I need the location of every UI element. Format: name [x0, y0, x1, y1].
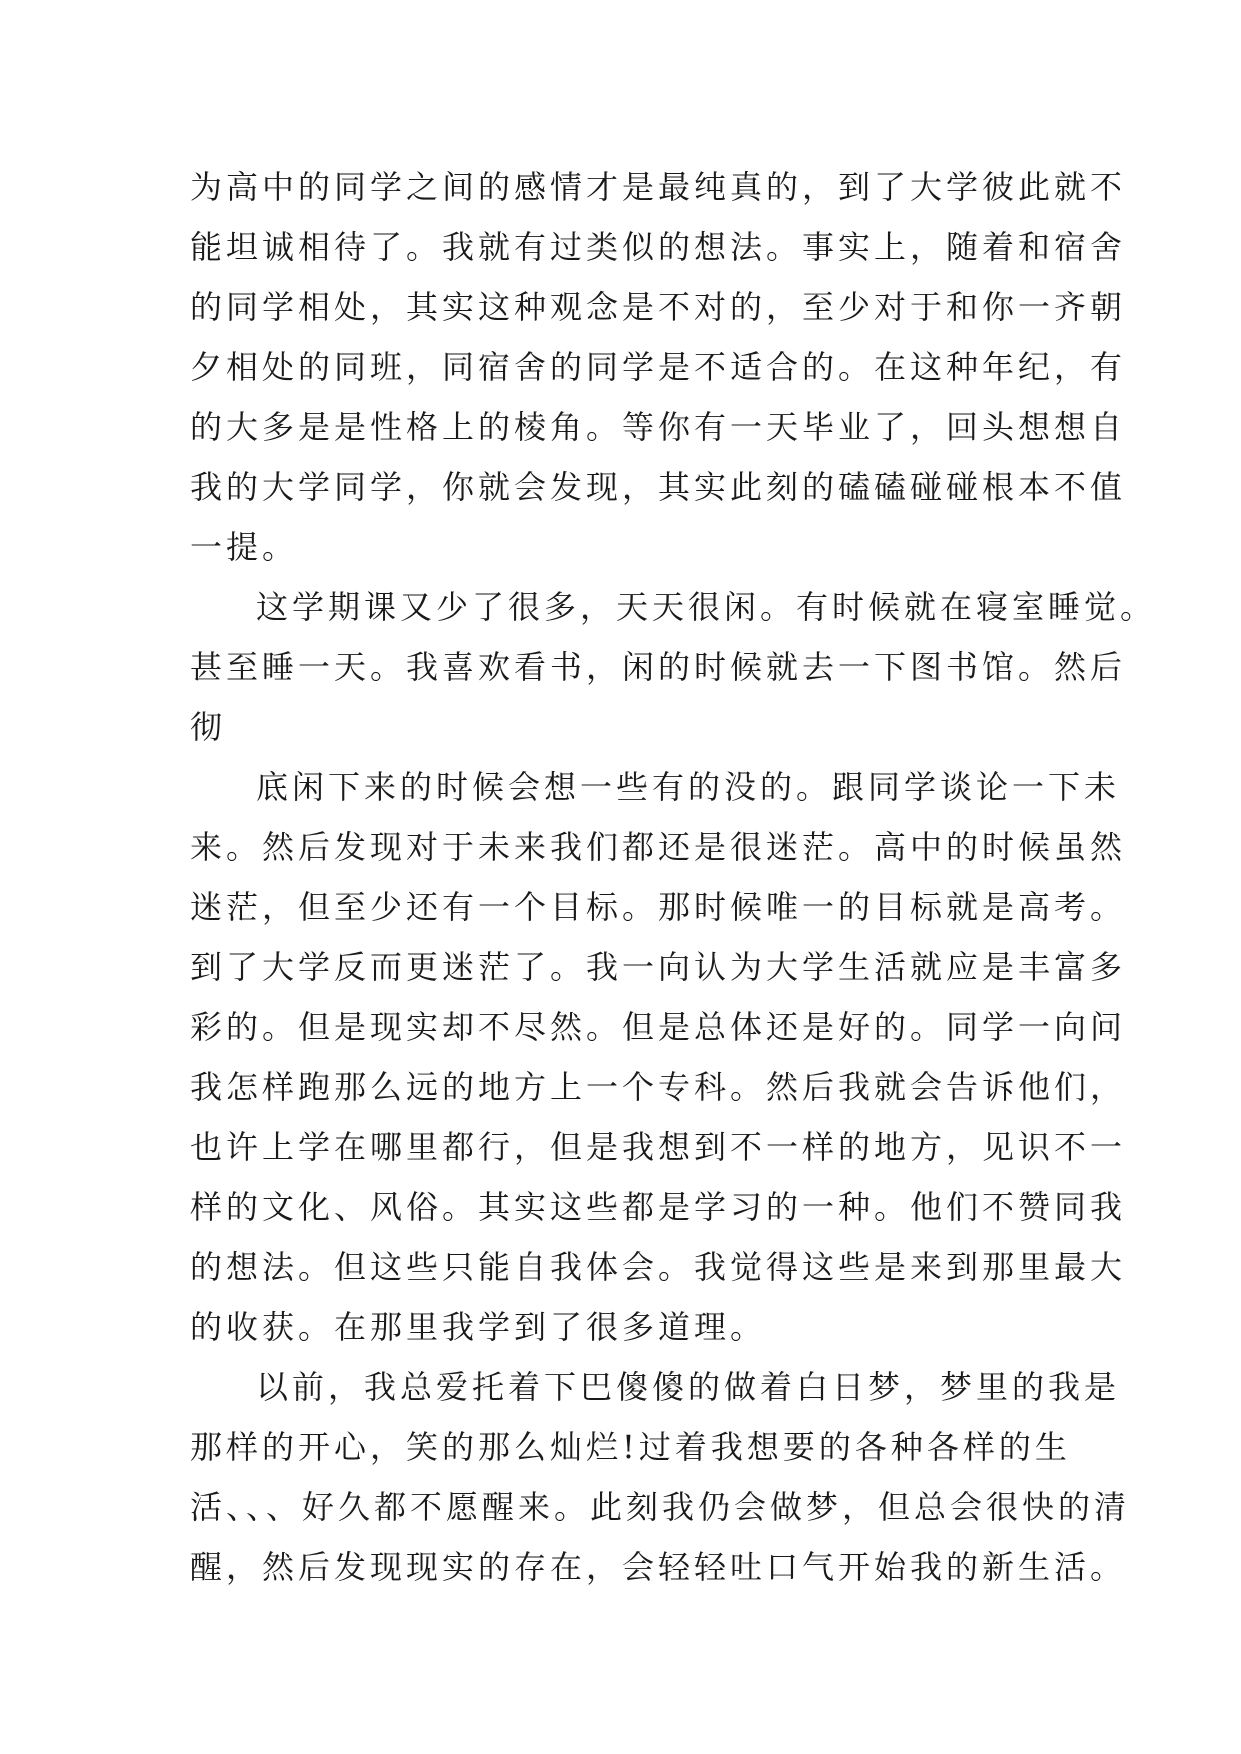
text-line: 一提。: [190, 528, 299, 566]
text-line: 醒，然后发现现实的存在，会轻轻吐口气开始我的新生活。: [190, 1548, 1127, 1586]
text-line: 的收获。在那里我学到了很多道理。: [190, 1308, 767, 1346]
paragraph-start-line: 以前，我总爱托着下巴傻傻的做着白日梦，梦里的我是: [256, 1368, 1121, 1406]
text-line: 的同学相处，其实这种观念是不对的，至少对于和你一齐朝: [190, 288, 1127, 326]
text-line: 样的文化、风俗。其实这些都是学习的一种。他们不赞同我: [190, 1188, 1127, 1226]
paragraph-start-line: 底闲下来的时候会想一些有的没的。跟同学谈论一下未: [256, 768, 1121, 806]
paragraph-start-line: 这学期课又少了很多，天天很闲。有时候就在寝室睡觉。: [256, 588, 1157, 626]
text-line: 来。然后发现对于未来我们都还是很迷茫。高中的时候虽然: [190, 828, 1127, 866]
text-line: 彩的。但是现实却不尽然。但是总体还是好的。同学一向问: [190, 1008, 1127, 1046]
text-line: 甚至睡一天。我喜欢看书，闲的时候就去一下图书馆。然后: [190, 648, 1127, 686]
text-line: 我的大学同学，你就会发现，其实此刻的磕磕碰碰根本不值: [190, 468, 1127, 506]
text-line: 夕相处的同班，同宿舍的同学是不适合的。在这种年纪，有: [190, 348, 1127, 386]
text-line: 那样的开心，笑的那么灿烂!过着我想要的各种各样的生: [190, 1428, 1071, 1466]
text-line: 也许上学在哪里都行，但是我想到不一样的地方，见识不一: [190, 1128, 1127, 1166]
text-line: 活、、、好久都不愿醒来。此刻我仍会做梦，但总会很快的清: [190, 1488, 1131, 1526]
text-line: 的想法。但这些只能自我体会。我觉得这些是来到那里最大: [190, 1248, 1127, 1286]
text-line: 的大多是是性格上的棱角。等你有一天毕业了，回头想想自: [190, 408, 1127, 446]
text-line: 我怎样跑那么远的地方上一个专科。然后我就会告诉他们，: [190, 1068, 1127, 1106]
text-line: 彻: [190, 708, 227, 746]
text-line: 为高中的同学之间的感情才是最纯真的，到了大学彼此就不: [190, 168, 1127, 206]
text-line: 到了大学反而更迷茫了。我一向认为大学生活就应是丰富多: [190, 948, 1127, 986]
text-line: 迷茫，但至少还有一个目标。那时候唯一的目标就是高考。: [190, 888, 1127, 926]
body-text: [190, 157, 1157, 1597]
text-line: 能坦诚相待了。我就有过类似的想法。事实上，随着和宿舍: [190, 228, 1127, 266]
